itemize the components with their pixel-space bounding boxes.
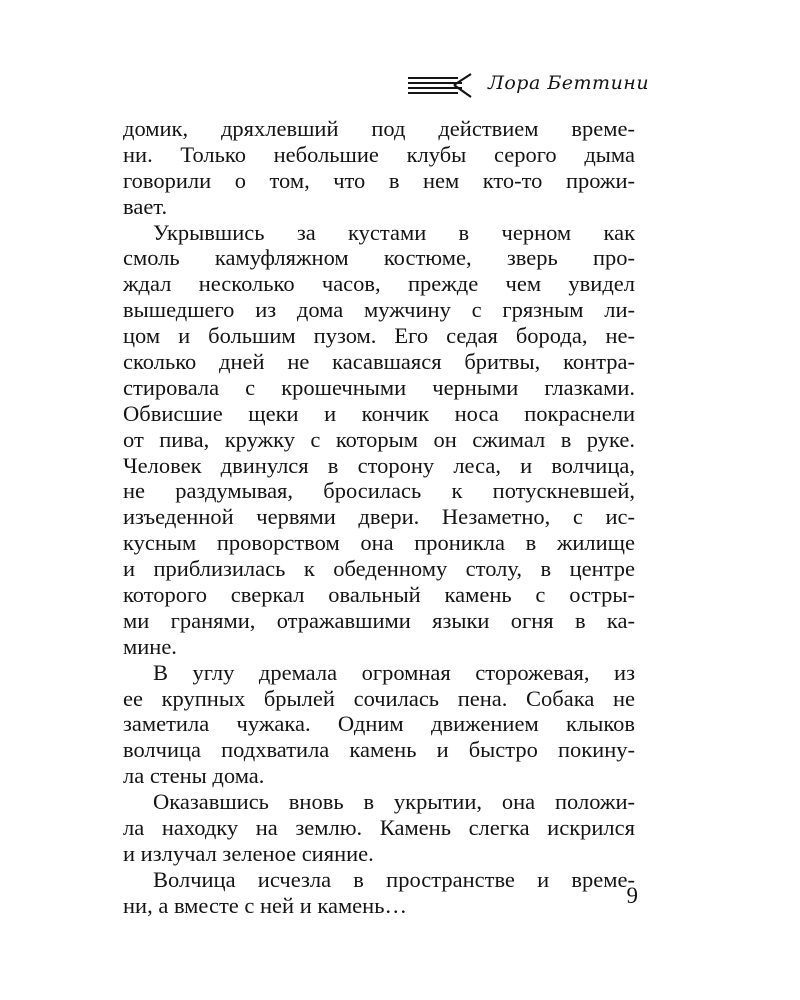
text-line: говорили о том, что в нем кто-то прожи-	[123, 167, 635, 193]
text-line: не раздумывая, бросилась к потускневшей,	[123, 478, 635, 504]
text-line: Укрывшись за кустами в черном как	[153, 219, 635, 245]
text-line: кусным проворством она проникла в жилище	[123, 530, 635, 556]
text-line: ее крупных брылей сочилась пена. Собака не	[123, 685, 635, 711]
text-line: Человек двинулся в сторону леса, и волчица,	[123, 452, 635, 478]
text-line: ми гранями, отражавшими языки огня в ка-	[123, 607, 635, 633]
paragraph	[123, 220, 635, 660]
page-number: 9	[626, 883, 638, 908]
text-line: ждал несколько часов, прежде чем увидел	[123, 271, 635, 297]
text-line: стировала с крошечными черными глазками.	[123, 374, 635, 400]
text-line: ни. Только небольшие клубы серого дыма	[123, 141, 635, 167]
header-author: Лора Беттини	[488, 72, 650, 94]
text-line: и приблизилась к обеденному столу, в центре	[123, 556, 635, 582]
text-line: заметила чужака. Одним движением клыков	[123, 711, 635, 737]
text-line: ла находку на землю. Камень слегка искрился	[123, 815, 635, 841]
text-line: мине.	[123, 633, 177, 659]
text-line: волчица подхватила камень и быстро покину-	[123, 737, 635, 763]
running-header	[408, 68, 650, 104]
text-line: сколько дней не касавшаяся бритвы, контра-	[123, 349, 635, 375]
text-line: и излучал зеленое сияние.	[123, 840, 374, 866]
text-line: вышедшего из дома мужчину с грязным ли-	[123, 297, 635, 323]
text-line: цом и большим пузом. Его седая борода, не-	[123, 323, 635, 349]
text-line: смоль камуфляжном костюме, зверь про-	[123, 245, 635, 271]
text-line: Волчица исчезла в пространстве и време-	[153, 866, 635, 892]
text-line: изъеденной червями двери. Незаметно, с ис-	[123, 504, 635, 530]
text-line: ни, а вместе с ней и камень…	[123, 892, 407, 918]
text-line: домик, дряхлевший под действием време-	[123, 116, 635, 141]
text-line: Обвисшие щеки и кончик носа покраснели	[123, 400, 635, 426]
paragraph	[123, 116, 635, 220]
text-line: от пива, кружку с которым он сжимал в руке.	[123, 426, 635, 452]
text-line: которого сверкал овальный камень с остры-	[123, 582, 635, 608]
body-text	[123, 116, 635, 919]
ornament-arrow-icon	[408, 72, 474, 98]
paragraph	[123, 660, 635, 789]
text-line: ла стены дома.	[123, 763, 265, 789]
text-line: В углу дремала огромная сторожевая, из	[153, 659, 635, 685]
text-line: вает.	[123, 193, 168, 219]
paragraph	[123, 789, 635, 867]
paragraph	[123, 867, 635, 919]
text-line: Оказавшись вновь в укрытии, она положи-	[153, 789, 635, 815]
